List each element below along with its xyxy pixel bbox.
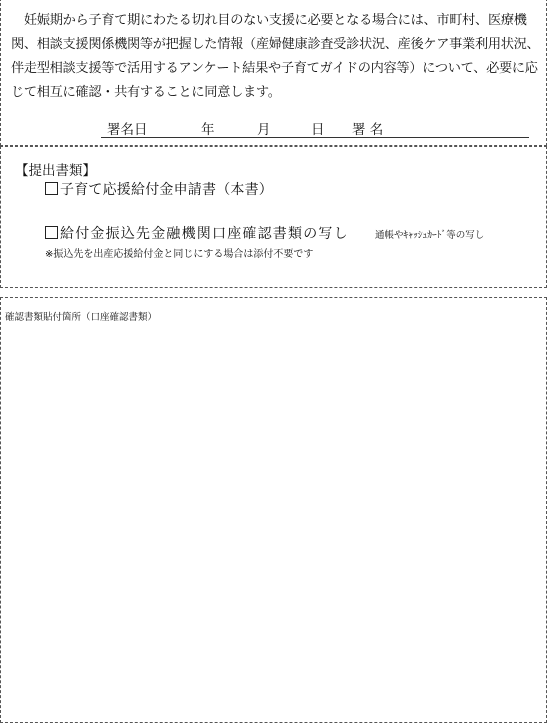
document-item-application bbox=[45, 179, 273, 199]
document-item-label: 子育て応援給付金申請書（本書） bbox=[60, 182, 273, 198]
month-label: 月 bbox=[257, 122, 271, 138]
document-item-bank-account bbox=[45, 223, 349, 243]
consent-section bbox=[0, 0, 547, 146]
document-item-hint: 通帳やｷｬｯｼｭｶｰﾄﾞ等の写し bbox=[375, 230, 485, 241]
documents-note: ※振込先を出産応援給付金と同じにする場合は添付不要です bbox=[45, 249, 314, 260]
attachment-area bbox=[0, 297, 547, 723]
documents-heading: 【提出書類】 bbox=[15, 163, 96, 179]
checkbox-icon[interactable] bbox=[45, 226, 58, 239]
signature-label: 署 名 bbox=[352, 122, 384, 138]
document-item-label: 給付金振込先金融機関口座確認書類の写し bbox=[60, 226, 349, 242]
signature-line bbox=[101, 117, 529, 138]
signature-date-label: 署名日 bbox=[107, 122, 148, 138]
checkbox-icon[interactable] bbox=[45, 182, 58, 195]
submission-documents-section bbox=[0, 146, 547, 288]
day-label: 日 bbox=[311, 122, 325, 138]
consent-text: 妊娠期から子育て期にわたる切れ目のない支援に必要となる場合には、市町村、医療機関、相談支援関係機関等が把握した情報（産婦健康診査受診状況、産後ケア事業利用状況、伴走型相談支援等で活用するアンケート結果や子育てガイドの内容等）について、必要に応じて相互に確認・共有することに同意します。 bbox=[11, 13, 540, 100]
attachment-label: 確認書類貼付箇所（口座確認書類） bbox=[5, 312, 158, 323]
year-label: 年 bbox=[201, 122, 215, 138]
